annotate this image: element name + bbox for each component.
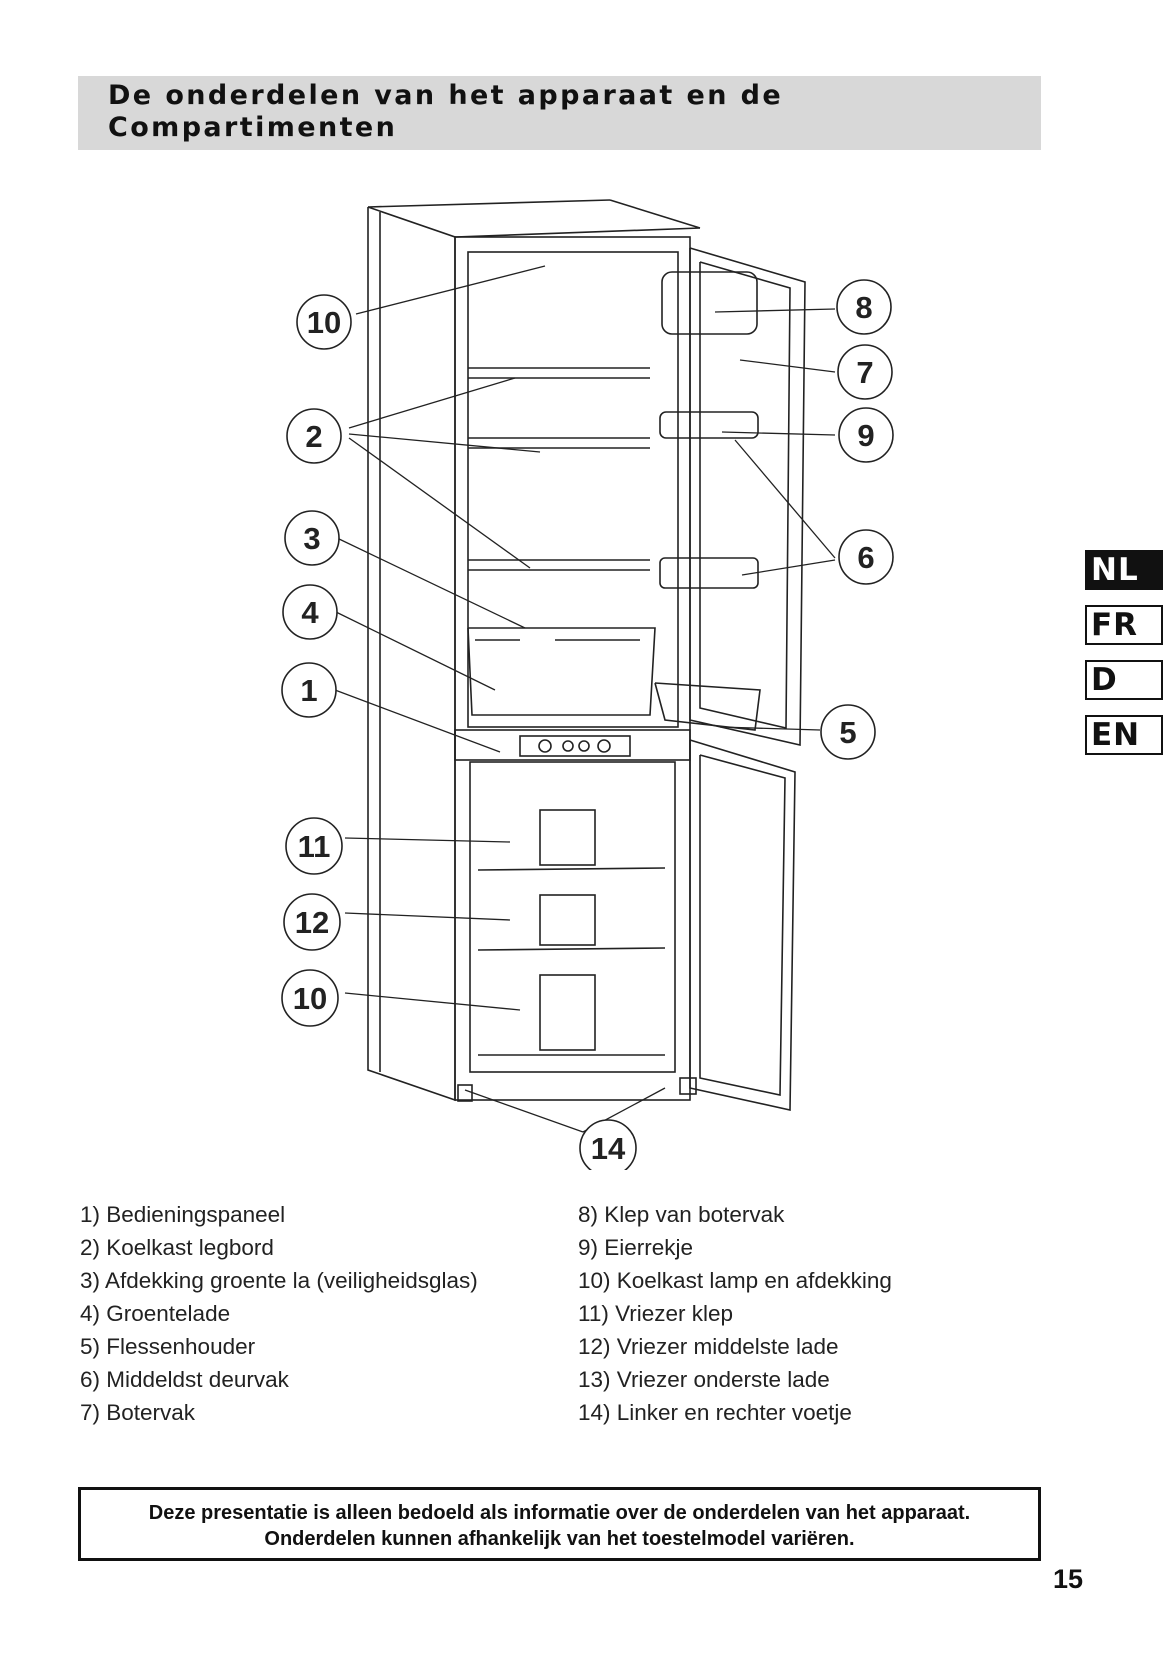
legend-item: 8) Klep van botervak [578,1202,785,1227]
callout-5 [821,705,875,759]
callout-markers [282,280,893,1170]
section-title: De onderdelen van het apparaat en de Compartimenten [108,80,784,143]
callout-7 [838,345,892,399]
svg-text:12: 12 [294,905,330,940]
svg-text:6: 6 [857,540,875,575]
callout-12 [284,894,340,950]
legend-item: 11) Vriezer klep [578,1301,734,1326]
language-tabs [1085,550,1163,770]
svg-text:4: 4 [301,595,319,630]
svg-text:1: 1 [300,673,318,708]
callout-9 [839,408,893,462]
legend-item: 10) Koelkast lamp en afdekking [578,1268,892,1293]
svg-text:5: 5 [839,715,857,750]
svg-text:10: 10 [306,305,342,340]
legend-item: 1) Bedieningspaneel [80,1202,286,1227]
svg-text:8: 8 [855,290,873,325]
callout-11 [286,818,342,874]
callout-1 [282,663,336,717]
legend-item: 3) Afdekking groente la (veiligheidsglas) [80,1268,478,1293]
legend-item: 9) Eierrekje [578,1235,694,1260]
notice-line-2: Onderdelen kunnen afhankelijk van het toestelmodel variëren. [264,1528,855,1550]
callout-14 [580,1120,636,1170]
legend-right-column [578,1198,892,1429]
callout-10-bottom [282,970,338,1026]
legend-item: 4) Groentelade [80,1301,231,1326]
svg-text:3: 3 [303,521,321,556]
legend-item: 7) Botervak [80,1400,196,1425]
svg-text:11: 11 [297,829,331,864]
svg-text:14: 14 [590,1131,626,1166]
legend-item: 6) Middeldst deurvak [80,1367,289,1392]
callout-8 [837,280,891,334]
legend-left-column [80,1198,478,1429]
lang-tab-nl[interactable]: NL [1085,550,1163,590]
legend-item: 2) Koelkast legbord [80,1235,274,1260]
callout-2 [287,409,341,463]
svg-text:2: 2 [305,419,323,454]
callout-6 [839,530,893,584]
notice-line-1: Deze presentatie is alleen bedoeld als informatie over de onderdelen van het apparaat. [148,1502,971,1524]
lang-tab-d[interactable]: D [1085,660,1163,700]
callout-10-top [297,295,351,349]
legend-item: 5) Flessenhouder [80,1334,256,1359]
legend-item: 14) Linker en rechter voetje [578,1400,852,1425]
callout-4 [283,585,337,639]
svg-text:10: 10 [292,981,328,1016]
notice-box [78,1487,1041,1561]
legend-item: 13) Vriezer onderste lade [578,1367,830,1392]
lang-tab-en[interactable]: EN [1085,715,1163,755]
legend-item: 12) Vriezer middelste lade [578,1334,839,1359]
svg-text:7: 7 [856,355,874,390]
lang-tab-fr[interactable]: FR [1085,605,1163,645]
fridge-cabinet [368,200,805,1110]
svg-text:9: 9 [857,418,875,453]
page-number: 15 [1053,1564,1084,1594]
callout-3 [285,511,339,565]
leader-lines [335,266,835,1132]
